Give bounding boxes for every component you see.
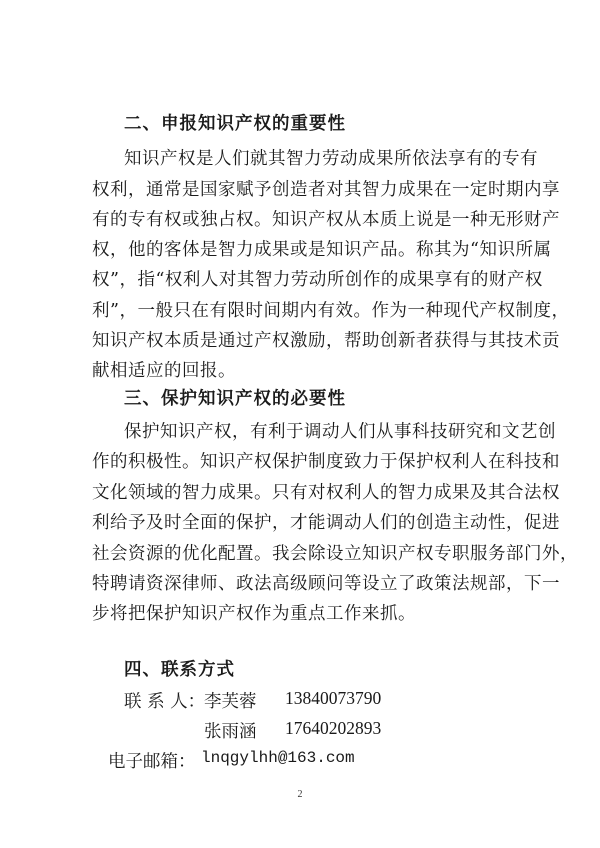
paragraph-line: 有的专有权或独占权。知识产权从本质上说是一种无形财产: [92, 210, 560, 230]
paragraph-line: 保护知识产权，有利于调动人们从事科技研究和文艺创: [124, 422, 556, 442]
paragraph-line: 权利，通常是国家赋予创造者对其智力成果在一定时期内享: [92, 180, 560, 200]
paragraph-line: 知识产权本质是通过产权激励，帮助创新者获得与其技术贡: [92, 331, 560, 351]
contact-phone: 13840073790: [285, 688, 382, 708]
paragraph-line: 文化领域的智力成果。只有对权利人的智力成果及其合法权: [92, 483, 560, 503]
paragraph-line: 权”，指“权利人对其智力劳动所创作的成果享有的财产权: [92, 270, 543, 290]
section-heading-importance: 二、申报知识产权的重要性: [124, 114, 346, 134]
paragraph-line: 权，他的客体是智力成果或是知识产品。称其为“知识所属: [92, 240, 552, 260]
paragraph-line: 知识产权是人们就其智力劳动成果所依法享有的专有: [124, 149, 538, 169]
email-label: 电子邮箱：: [108, 752, 196, 772]
email-address: lnqgylhh@163.com: [201, 749, 355, 767]
paragraph-line: 利给予及时全面的保护，才能调动人们的创造主动性，促进: [92, 513, 560, 533]
paragraph-line: 献相适应的回报。: [92, 361, 236, 381]
section-heading-necessity: 三、保护知识产权的必要性: [124, 389, 346, 409]
contact-name: 李芙蓉: [204, 692, 257, 712]
paragraph-line: 利”，一般只在有限时间期内有效。作为一种现代产权制度，: [92, 301, 570, 321]
paragraph-line: 步将把保护知识产权作为重点工作来抓。: [92, 604, 416, 624]
contact-phone: 17640202893: [285, 718, 382, 738]
contact-label: 联 系 人：: [124, 692, 206, 712]
paragraph-line: 社会资源的优化配置。我会除设立知识产权专职服务部门外，: [92, 544, 578, 564]
contact-name: 张雨涵: [204, 722, 257, 742]
paragraph-line: 特聘请资深律师、政法高级顾问等设立了政策法规部，下一: [92, 574, 560, 594]
paragraph-line: 作的积极性。知识产权保护制度致力于保护权利人在科技和: [92, 452, 560, 472]
section-heading-contact: 四、联系方式: [124, 660, 235, 680]
page-number: 2: [297, 789, 303, 800]
